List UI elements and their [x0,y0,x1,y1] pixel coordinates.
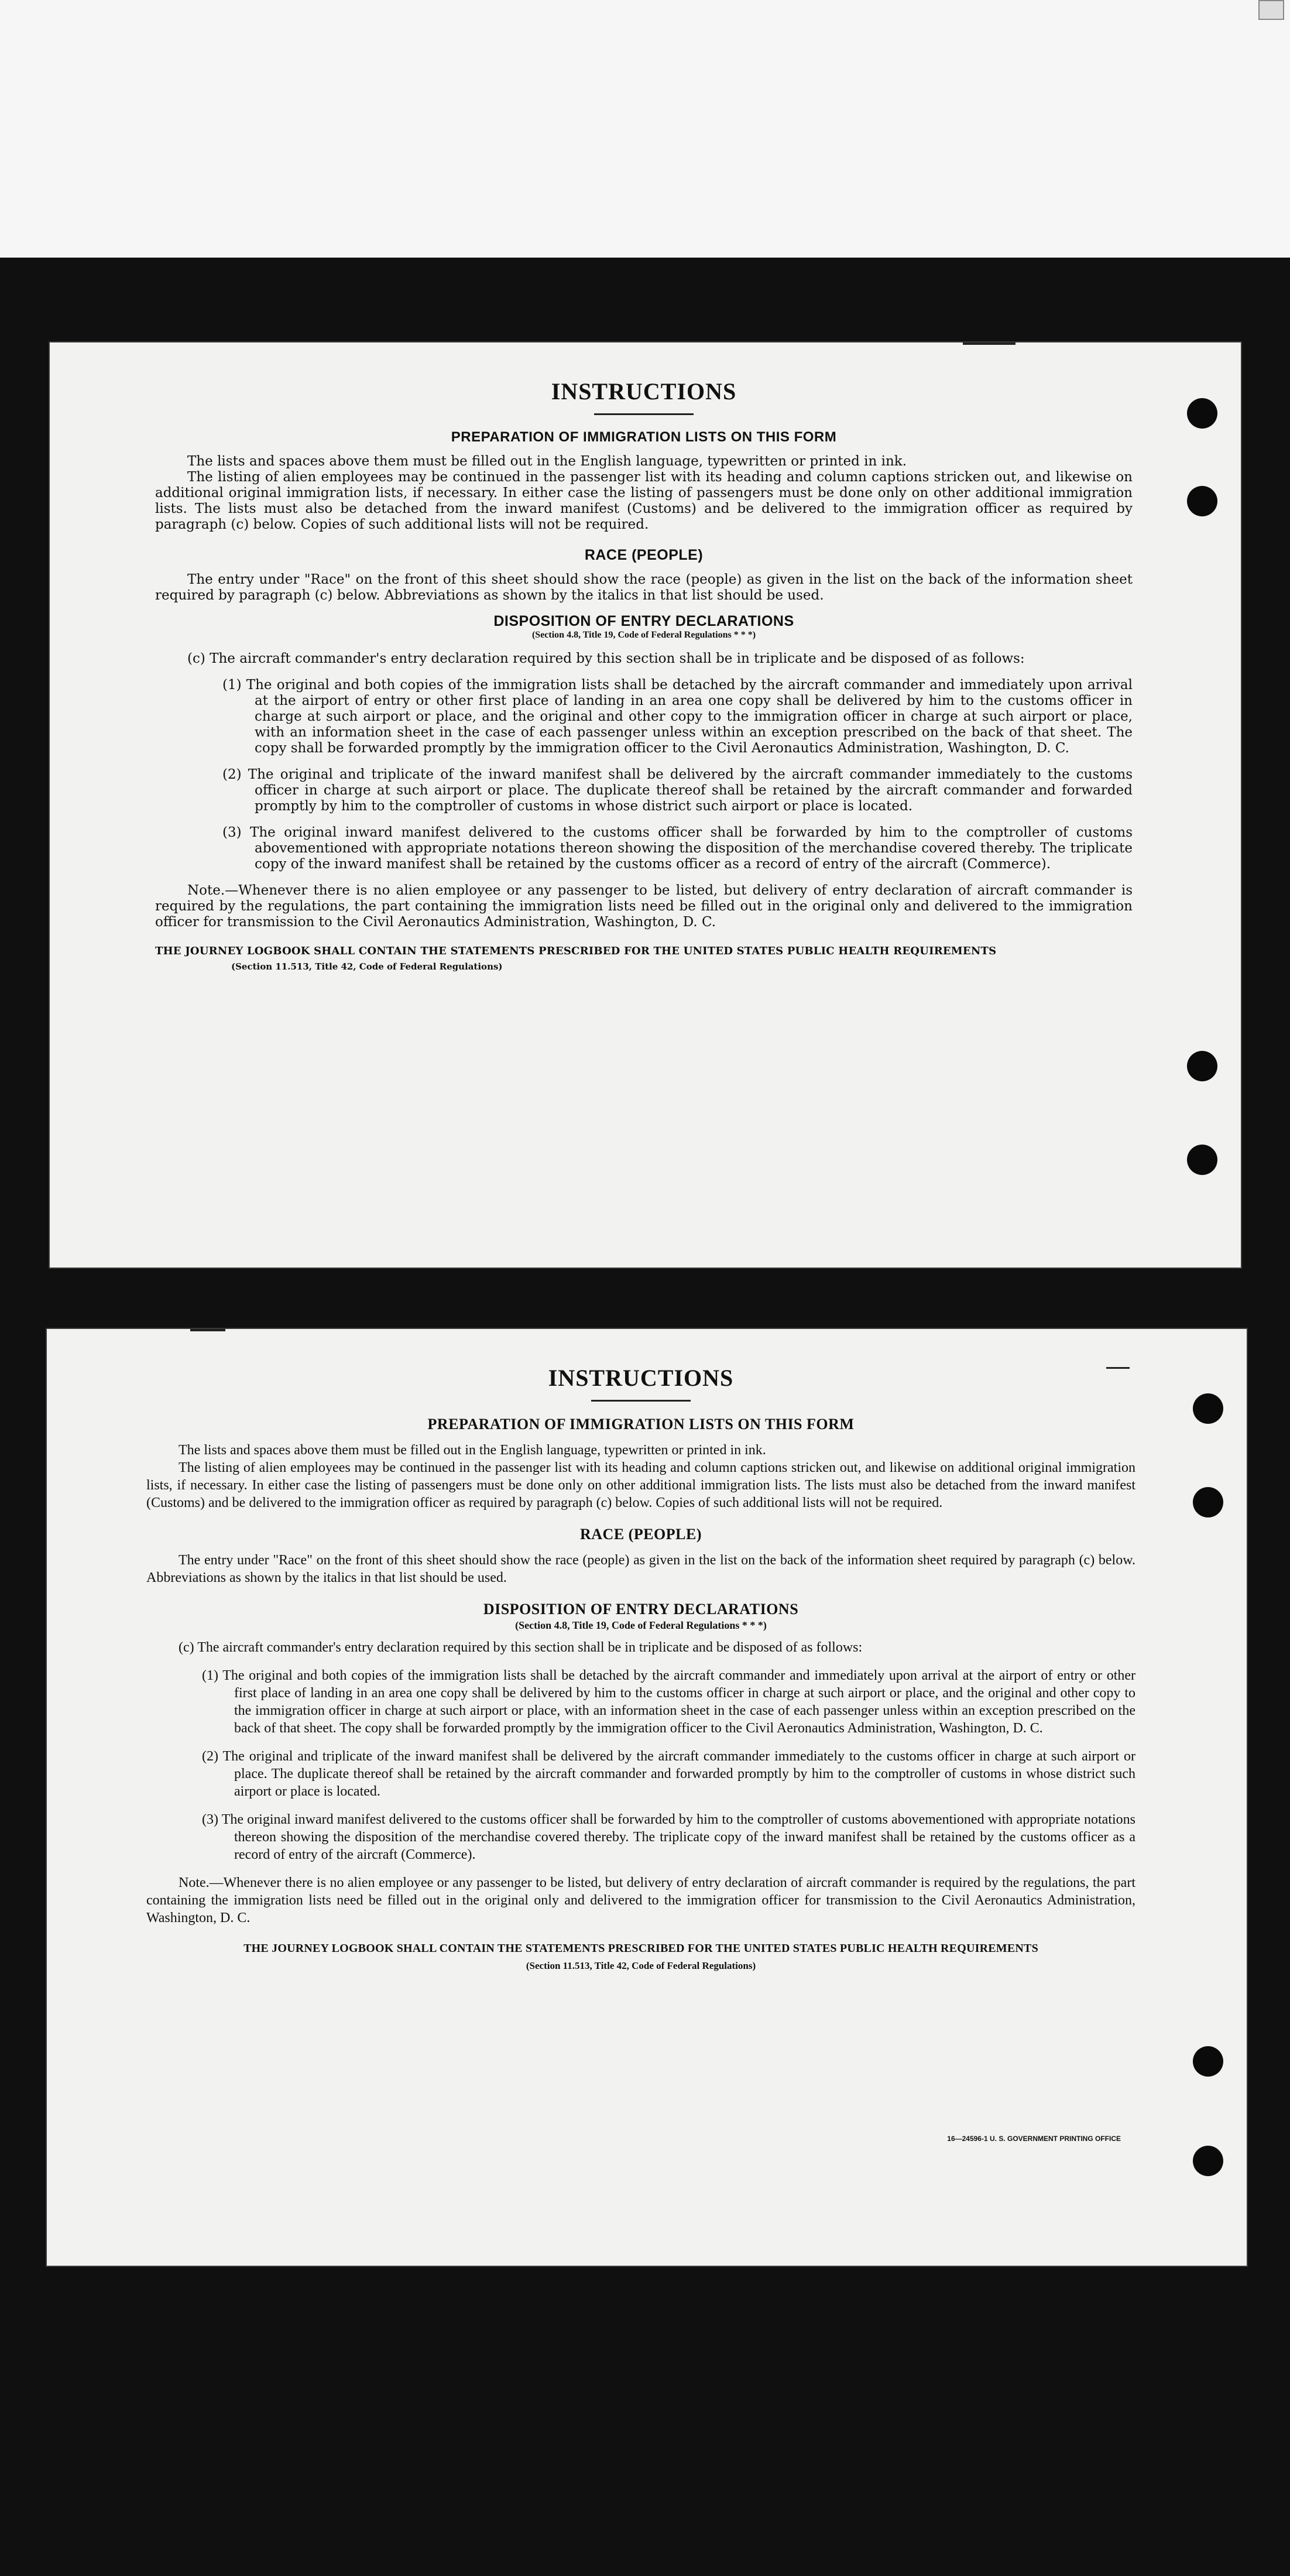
punch-hole [1187,1145,1217,1175]
paragraph-lists-language: The lists and spaces above them must be filled out in the English language, typewritten or printed in ink. [187,454,907,469]
page-title: INSTRUCTIONS [548,1365,734,1391]
paragraph-alien-employees: The listing of alien employees may be continued in the passenger list with its heading and column captions stricken out, and likewise on additional original immigration lists, if necessary. In either case the listing of passengers must be done only on other additional immigration lists. The lists must also be detached from the inward manifest (Customs) and be delivered to the immigration officer as required by paragraph (c) below. Copies of such additional lists will not be required. [155,470,1133,532]
instruction-sheet-2 [47,1329,1247,2266]
list-item-2: (2) The original and triplicate of the inward manifest shall be delivered by the aircraft commander immediately to the customs officer in charge at such airport or place. The duplicate thereof shall be retained by the aircraft commander and forwarded promptly by him to the comptroller of customs in whose district such airport or place is located. [202,1749,1135,1799]
list-item-1: (1) The original and both copies of the immigration lists shall be detached by the aircraft commander and immediately upon arrival at the airport of entry or other first place of landing in an area one copy shall be delivered by him to the customs officer in charge at such airport or place, and the original and other copy to the immigration officer in charge at such airport or place, with an information sheet in the case of each passenger unless within an exception prescribed on the back of that sheet. The copy shall be forwarded promptly by the immigration officer to the Civil Aeronautics Administration, Washington, D. C. [222,677,1133,756]
heading-disposition: DISPOSITION OF ENTRY DECLARATIONS [483,1601,799,1618]
paragraph-c: (c) The aircraft commander's entry declaration required by this section shall be in triplicate and be disposed of as follows: [179,1640,863,1655]
disposition-reference: (Section 4.8, Title 19, Code of Federal Regulations * * *) [515,1619,767,1631]
paragraph-c: (c) The aircraft commander's entry declaration required by this section shall be in triplicate and be disposed of as follows: [187,651,1025,666]
sheet-1-content [155,378,1133,975]
punch-hole [1187,486,1217,516]
paragraph-race: The entry under "Race" on the front of this sheet should show the race (people) as given in the list on the back of the information sheet required by paragraph (c) below. Abbreviations as shown by the italics in that list should be used. [146,1553,1135,1585]
punch-hole [1193,1487,1223,1517]
heading-race: RACE (PEOPLE) [580,1526,702,1543]
logbook-statement: THE JOURNEY LOGBOOK SHALL CONTAIN THE STATEMENTS PRESCRIBED FOR THE UNITED STATES PUBLIC HEALTH REQUIREMENTS [155,945,997,957]
scan-mark [963,342,1015,345]
scan-top-margin [0,0,1290,258]
paragraph-alien-employees: The listing of alien employees may be continued in the passenger list with its heading and column captions stricken out, and likewise on additional original immigration lists, if necessary. In either case the listing of passengers must be done only on other additional immigration lists. The lists must also be detached from the inward manifest (Customs) and be delivered to the immigration officer as required by paragraph (c) below. Copies of such additional lists will not be required. [146,1460,1135,1510]
punch-hole [1193,2046,1223,2077]
heading-race: RACE (PEOPLE) [584,547,704,563]
heading-disposition: DISPOSITION OF ENTRY DECLARATIONS [493,613,794,629]
list-item-3: (3) The original inward manifest delivered to the customs officer shall be forwarded by him to the comptroller of customs abovementioned with appropriate notations thereon showing the disposition of the merchandise covered thereby. The triplicate copy of the inward manifest shall be retained by the customs officer as a record of entry of the aircraft (Commerce). [222,825,1133,872]
paragraph-lists-language: The lists and spaces above them must be filled out in the English language, typewritten or printed in ink. [179,1443,766,1458]
list-item-2: (2) The original and triplicate of the inward manifest shall be delivered by the aircraft commander immediately to the customs officer in charge at such airport or place. The duplicate thereof shall be retained by the aircraft commander and forwarded promptly by him to the comptroller of customs in whose district such airport or place is located. [222,767,1133,814]
title-rule [591,1400,691,1402]
note-paragraph: Note.—Whenever there is no alien employee or any passenger to be listed, but delivery of entry declaration of aircraft commander is required by the regulations, the part containing the immigration lists need be filled out in the original only and delivered to the immigration officer for transmission to the Civil Aeronautics Administration, Washington, D. C. [146,1875,1135,1926]
paragraph-race: The entry under "Race" on the front of this sheet should show the race (people) as given in the list on the back of the information sheet required by paragraph (c) below. Abbreviations as shown by the italics in that list should be used. [155,572,1133,603]
sheet-2-content [146,1364,1135,1975]
frame-corner-mark [1258,0,1284,20]
punch-hole [1187,398,1217,429]
printer-imprint: 16—24596-1 U. S. GOVERNMENT PRINTING OFFICE [947,2135,1121,2143]
title-rule [594,413,694,415]
instruction-sheet-1 [50,342,1241,1268]
punch-hole [1187,1051,1217,1081]
list-item-1: (1) The original and both copies of the immigration lists shall be detached by the aircraft commander and immediately upon arrival at the airport of entry or other first place of landing in an area one copy shall be delivered by him to the customs officer in charge at such airport or place, and the original and other copy to the immigration officer in charge at such airport or place, with an information sheet in the case of each passenger unless within an exception prescribed on the back of that sheet. The copy shall be forwarded promptly by the immigration officer to the Civil Aeronautics Administration, Washington, D. C. [202,1668,1135,1736]
list-item-3: (3) The original inward manifest delivered to the customs officer shall be forwarded by him to the comptroller of customs abovementioned with appropriate notations thereon showing the disposition of the merchandise covered thereby. The triplicate copy of the inward manifest shall be retained by the customs officer as a record of entry of the aircraft (Commerce). [202,1812,1135,1862]
disposition-reference: (Section 4.8, Title 19, Code of Federal Regulations * * *) [531,630,756,640]
logbook-statement: THE JOURNEY LOGBOOK SHALL CONTAIN THE STATEMENTS PRESCRIBED FOR THE UNITED STATES PUBLIC HEALTH REQUIREMENTS [243,1942,1038,1955]
heading-preparation: PREPARATION OF IMMIGRATION LISTS ON THIS FORM [427,1416,855,1433]
logbook-reference: (Section 11.513, Title 42, Code of Federal Regulations) [231,961,503,972]
punch-hole [1193,1393,1223,1424]
note-paragraph: Note.—Whenever there is no alien employee or any passenger to be listed, but delivery of entry declaration of aircraft commander is required by the regulations, the part containing the immigration lists need be filled out in the original only and delivered to the immigration officer for transmission to the Civil Aeronautics Administration, Washington, D. C. [155,883,1133,930]
scan-mark [190,1329,225,1331]
heading-preparation: PREPARATION OF IMMIGRATION LISTS ON THIS FORM [451,429,837,445]
punch-hole [1193,2146,1223,2176]
logbook-reference: (Section 11.513, Title 42, Code of Federal Regulations) [526,1960,756,1971]
page-title: INSTRUCTIONS [551,378,737,405]
